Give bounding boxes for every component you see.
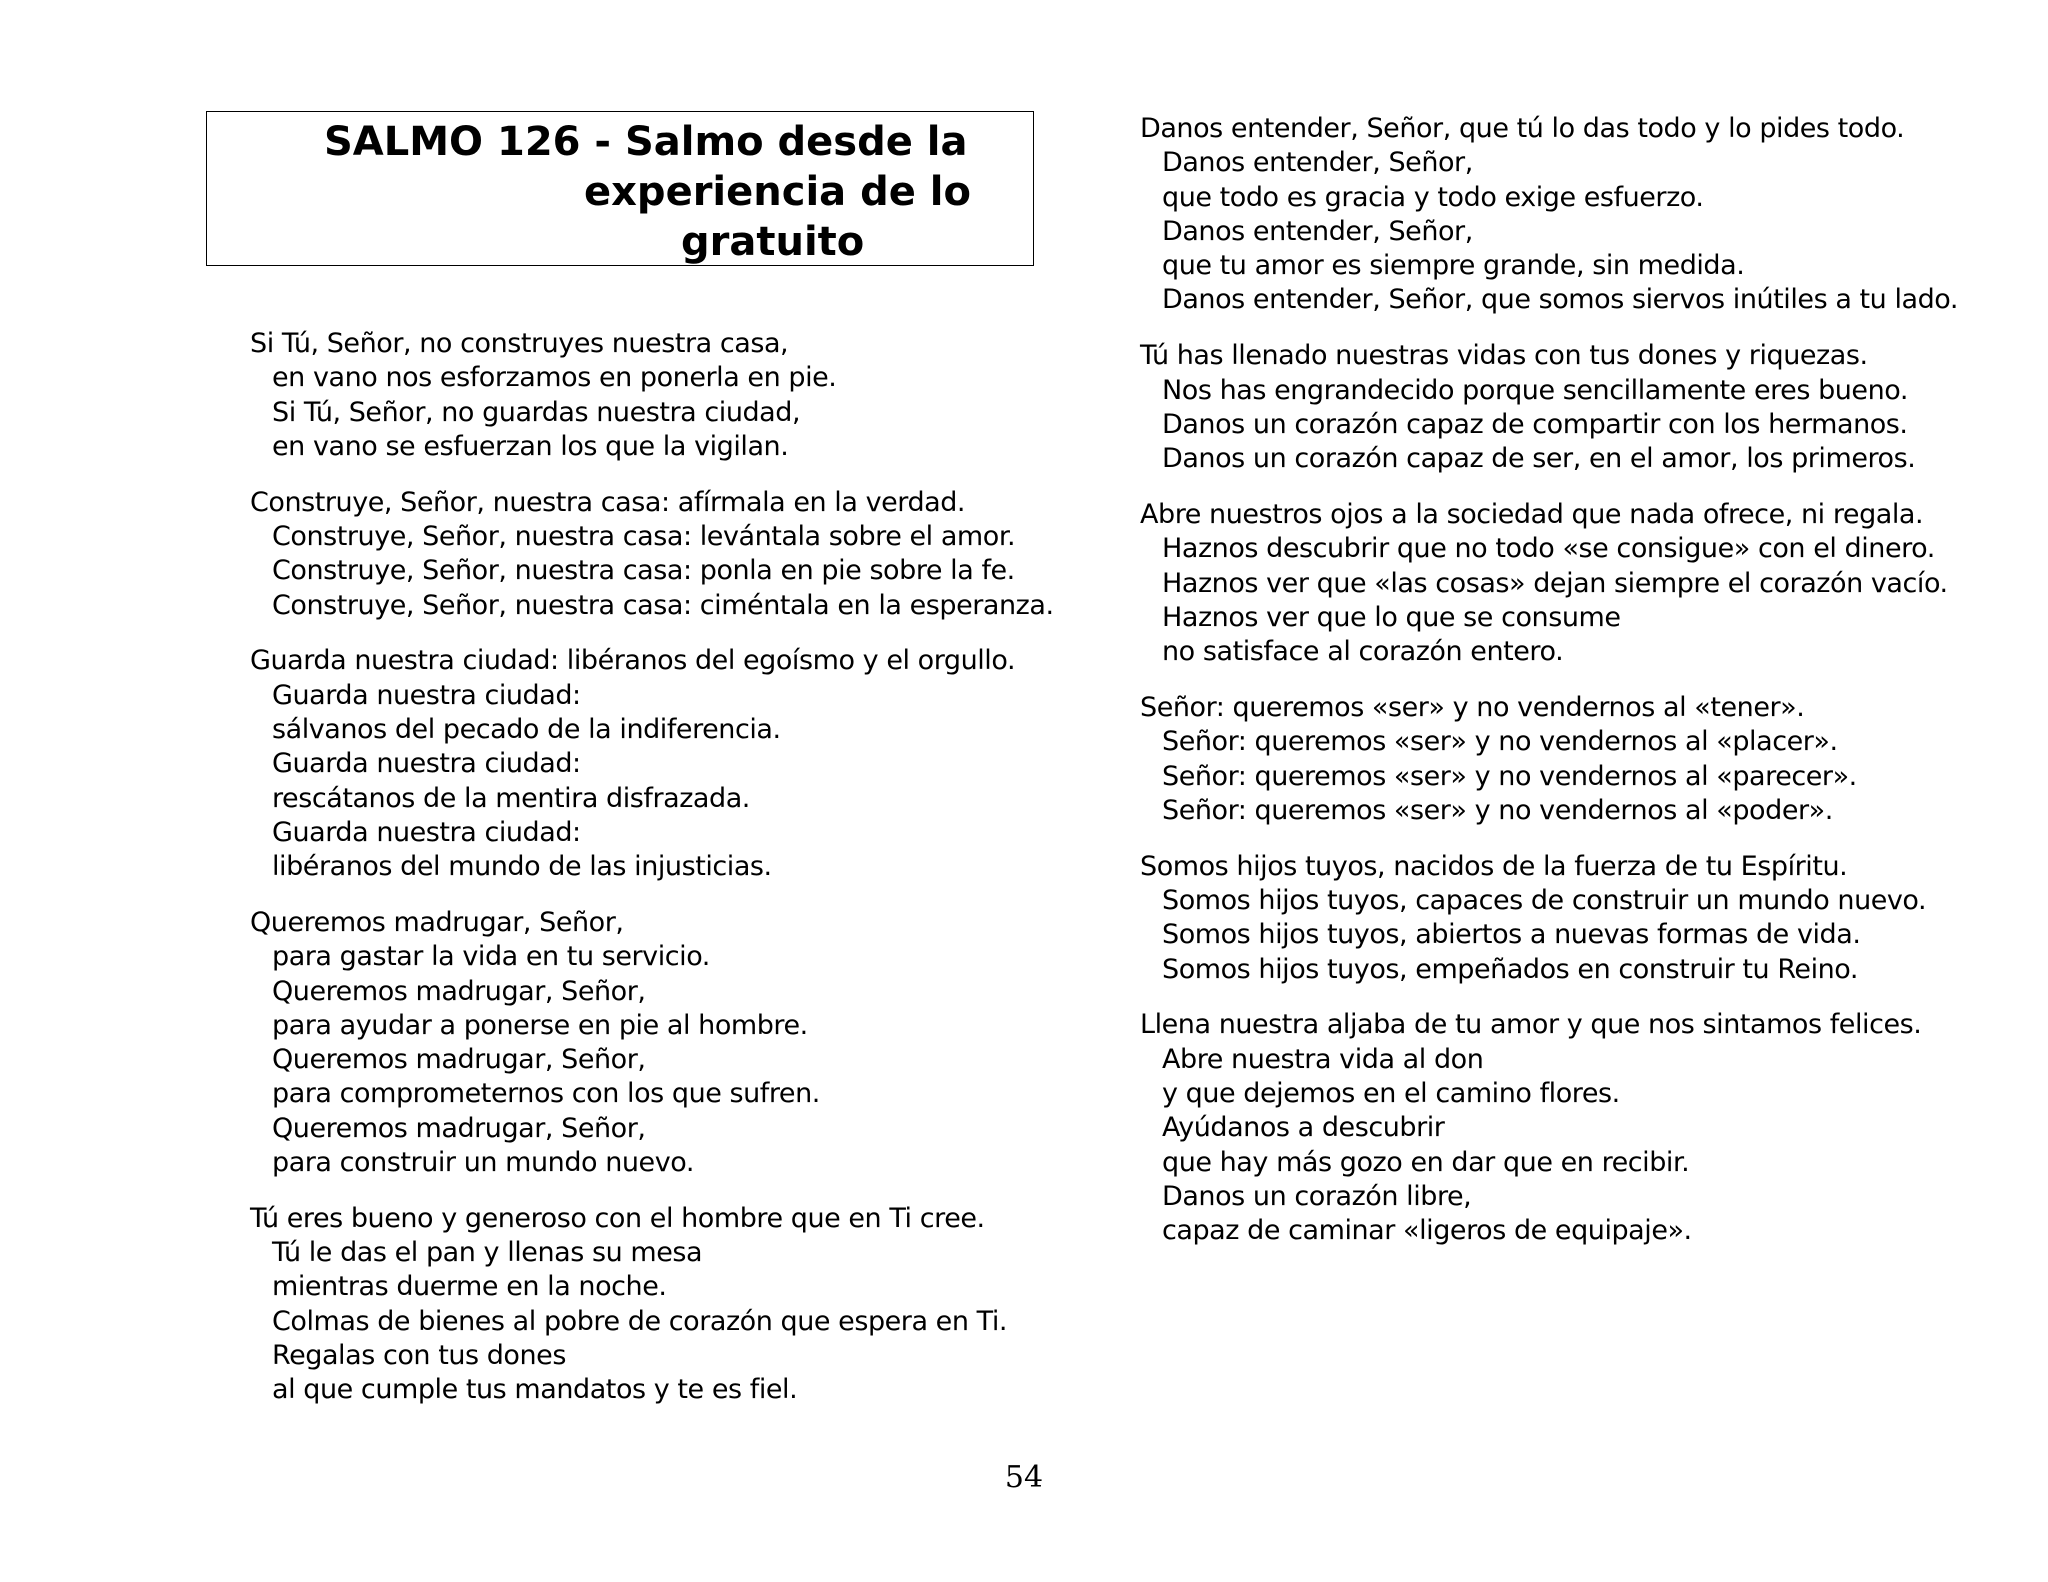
title-line-1: SALMO 126 - Salmo desde la — [324, 119, 968, 165]
verse-line: rescátanos de la mentira disfrazada. — [272, 782, 750, 814]
verse-line: Somos hijos tuyos, capaces de construir un mundo nuevo. — [1162, 884, 1927, 916]
verse-line: Guarda nuestra ciudad: — [272, 816, 581, 848]
verse-line: Danos entender, Señor, — [1162, 215, 1473, 247]
verse-line: Señor: queremos «ser» y no vendernos al «poder». — [1162, 794, 1833, 826]
verse-line: Queremos madrugar, Señor, — [250, 906, 624, 938]
verse-line: Queremos madrugar, Señor, — [272, 975, 646, 1007]
verse-line: Colmas de bienes al pobre de corazón que espera en Ti. — [272, 1305, 1008, 1337]
verse-line: al que cumple tus mandatos y te es fiel. — [272, 1374, 798, 1406]
verse-line: Danos un corazón capaz de ser, en el amor, los primeros. — [1162, 443, 1916, 475]
verse-line: Haznos ver que «las cosas» dejan siempre el corazón vacío. — [1162, 567, 1948, 599]
verse-line: Danos entender, Señor, que tú lo das todo y lo pides todo. — [1140, 113, 1905, 144]
verse-line: Somos hijos tuyos, abiertos a nuevas formas de vida. — [1162, 919, 1861, 951]
verse-line: para gastar la vida en tu servicio. — [272, 941, 710, 973]
stanza — [1140, 498, 1958, 669]
verse-line: Construye, Señor, nuestra casa: ponla en pie sobre la fe. — [272, 555, 1015, 587]
verse-line: Danos entender, Señor, — [1162, 147, 1473, 179]
title-box — [206, 111, 1034, 266]
verse-line: que todo es gracia y todo exige esfuerzo. — [1162, 181, 1704, 213]
stanza — [250, 1202, 1054, 1408]
verse-line: capaz de caminar «ligeros de equipaje». — [1162, 1215, 1692, 1247]
stanza — [1140, 691, 1958, 828]
verse-line: para construir un mundo nuevo. — [272, 1147, 694, 1179]
verse-line: Abre nuestra vida al don — [1162, 1043, 1484, 1075]
verse-line: Señor: queremos «ser» y no vendernos al «placer». — [1162, 726, 1838, 758]
verse-line: Tú eres bueno y generoso con el hombre que en Ti cree. — [250, 1202, 985, 1234]
verse-line: Danos un corazón libre, — [1162, 1180, 1472, 1212]
verse-line: Haznos descubrir que no todo «se consigue» con el dinero. — [1162, 533, 1935, 565]
verse-line: Si Tú, Señor, no guardas nuestra ciudad, — [272, 396, 801, 428]
verse-line: Somos hijos tuyos, nacidos de la fuerza de tu Espíritu. — [1140, 850, 1848, 882]
verse-line: Danos un corazón capaz de compartir con los hermanos. — [1162, 408, 1908, 440]
verse-line: Guarda nuestra ciudad: — [272, 679, 581, 711]
title-line-3: gratuito — [681, 219, 865, 265]
verse-line: Nos has engrandecido porque sencillamente eres bueno. — [1162, 374, 1908, 406]
verse-line: Tú le das el pan y llenas su mesa — [272, 1237, 703, 1269]
verse-line: que hay más gozo en dar que en recibir. — [1162, 1146, 1690, 1178]
stanza — [250, 644, 1054, 884]
verse-line: Danos entender, Señor, que somos siervos inútiles a tu lado. — [1162, 284, 1959, 316]
verse-line: Construye, Señor, nuestra casa: afírmala en la verdad. — [250, 486, 966, 518]
stanza — [1140, 339, 1958, 476]
verse-line: mientras duerme en la noche. — [272, 1271, 667, 1303]
verse-line: y que dejemos en el camino flores. — [1162, 1077, 1620, 1109]
verse-line: Llena nuestra aljaba de tu amor y que nos sintamos felices. — [1140, 1009, 1922, 1041]
stanza — [1140, 850, 1958, 987]
verse-line: sálvanos del pecado de la indiferencia. — [272, 713, 781, 745]
left-column — [250, 327, 1054, 1429]
verse-line: Tú has llenado nuestras vidas con tus dones y riquezas. — [1140, 340, 1868, 372]
verse-line: Construye, Señor, nuestra casa: ciméntala en la esperanza. — [272, 589, 1054, 621]
verse-line: Somos hijos tuyos, empeñados en construir tu Reino. — [1162, 953, 1859, 985]
stanza — [1140, 112, 1958, 318]
stanza — [250, 327, 1054, 464]
verse-line: Haznos ver que lo que se consume — [1162, 601, 1621, 633]
verse-line: Si Tú, Señor, no construyes nuestra casa, — [250, 328, 789, 359]
verse-line: para comprometernos con los que sufren. — [272, 1078, 820, 1110]
verse-line: Queremos madrugar, Señor, — [272, 1044, 646, 1076]
verse-line: Construye, Señor, nuestra casa: levántala sobre el amor. — [272, 520, 1016, 552]
stanza — [250, 486, 1054, 623]
verse-line: libéranos del mundo de las injusticias. — [272, 851, 772, 883]
verse-line: en vano se esfuerzan los que la vigilan. — [272, 430, 789, 462]
verse-line: Guarda nuestra ciudad: — [272, 748, 581, 780]
verse-line: en vano nos esforzamos en ponerla en pie. — [272, 362, 837, 394]
title-line-2: experiencia de lo — [584, 169, 971, 215]
verse-line: Queremos madrugar, Señor, — [272, 1112, 646, 1144]
verse-line: que tu amor es siempre grande, sin medida. — [1162, 250, 1745, 282]
verse-line: para ayudar a ponerse en pie al hombre. — [272, 1009, 808, 1041]
verse-line: Señor: queremos «ser» y no vendernos al «tener». — [1140, 691, 1805, 723]
verse-line: Ayúdanos a descubrir — [1162, 1112, 1445, 1144]
verse-line: Regalas con tus dones — [272, 1340, 566, 1372]
verse-line: Abre nuestros ojos a la sociedad que nada ofrece, ni regala. — [1140, 498, 1924, 530]
verse-line: Guarda nuestra ciudad: libéranos del egoísmo y el orgullo. — [250, 645, 1016, 677]
verse-line: no satisface al corazón entero. — [1162, 636, 1564, 668]
verse-line: Señor: queremos «ser» y no vendernos al «parecer». — [1162, 760, 1857, 792]
stanza — [250, 906, 1054, 1180]
right-column — [1140, 112, 1958, 1270]
page-number: 54 — [1004, 1460, 1044, 1495]
stanza — [1140, 1008, 1958, 1248]
